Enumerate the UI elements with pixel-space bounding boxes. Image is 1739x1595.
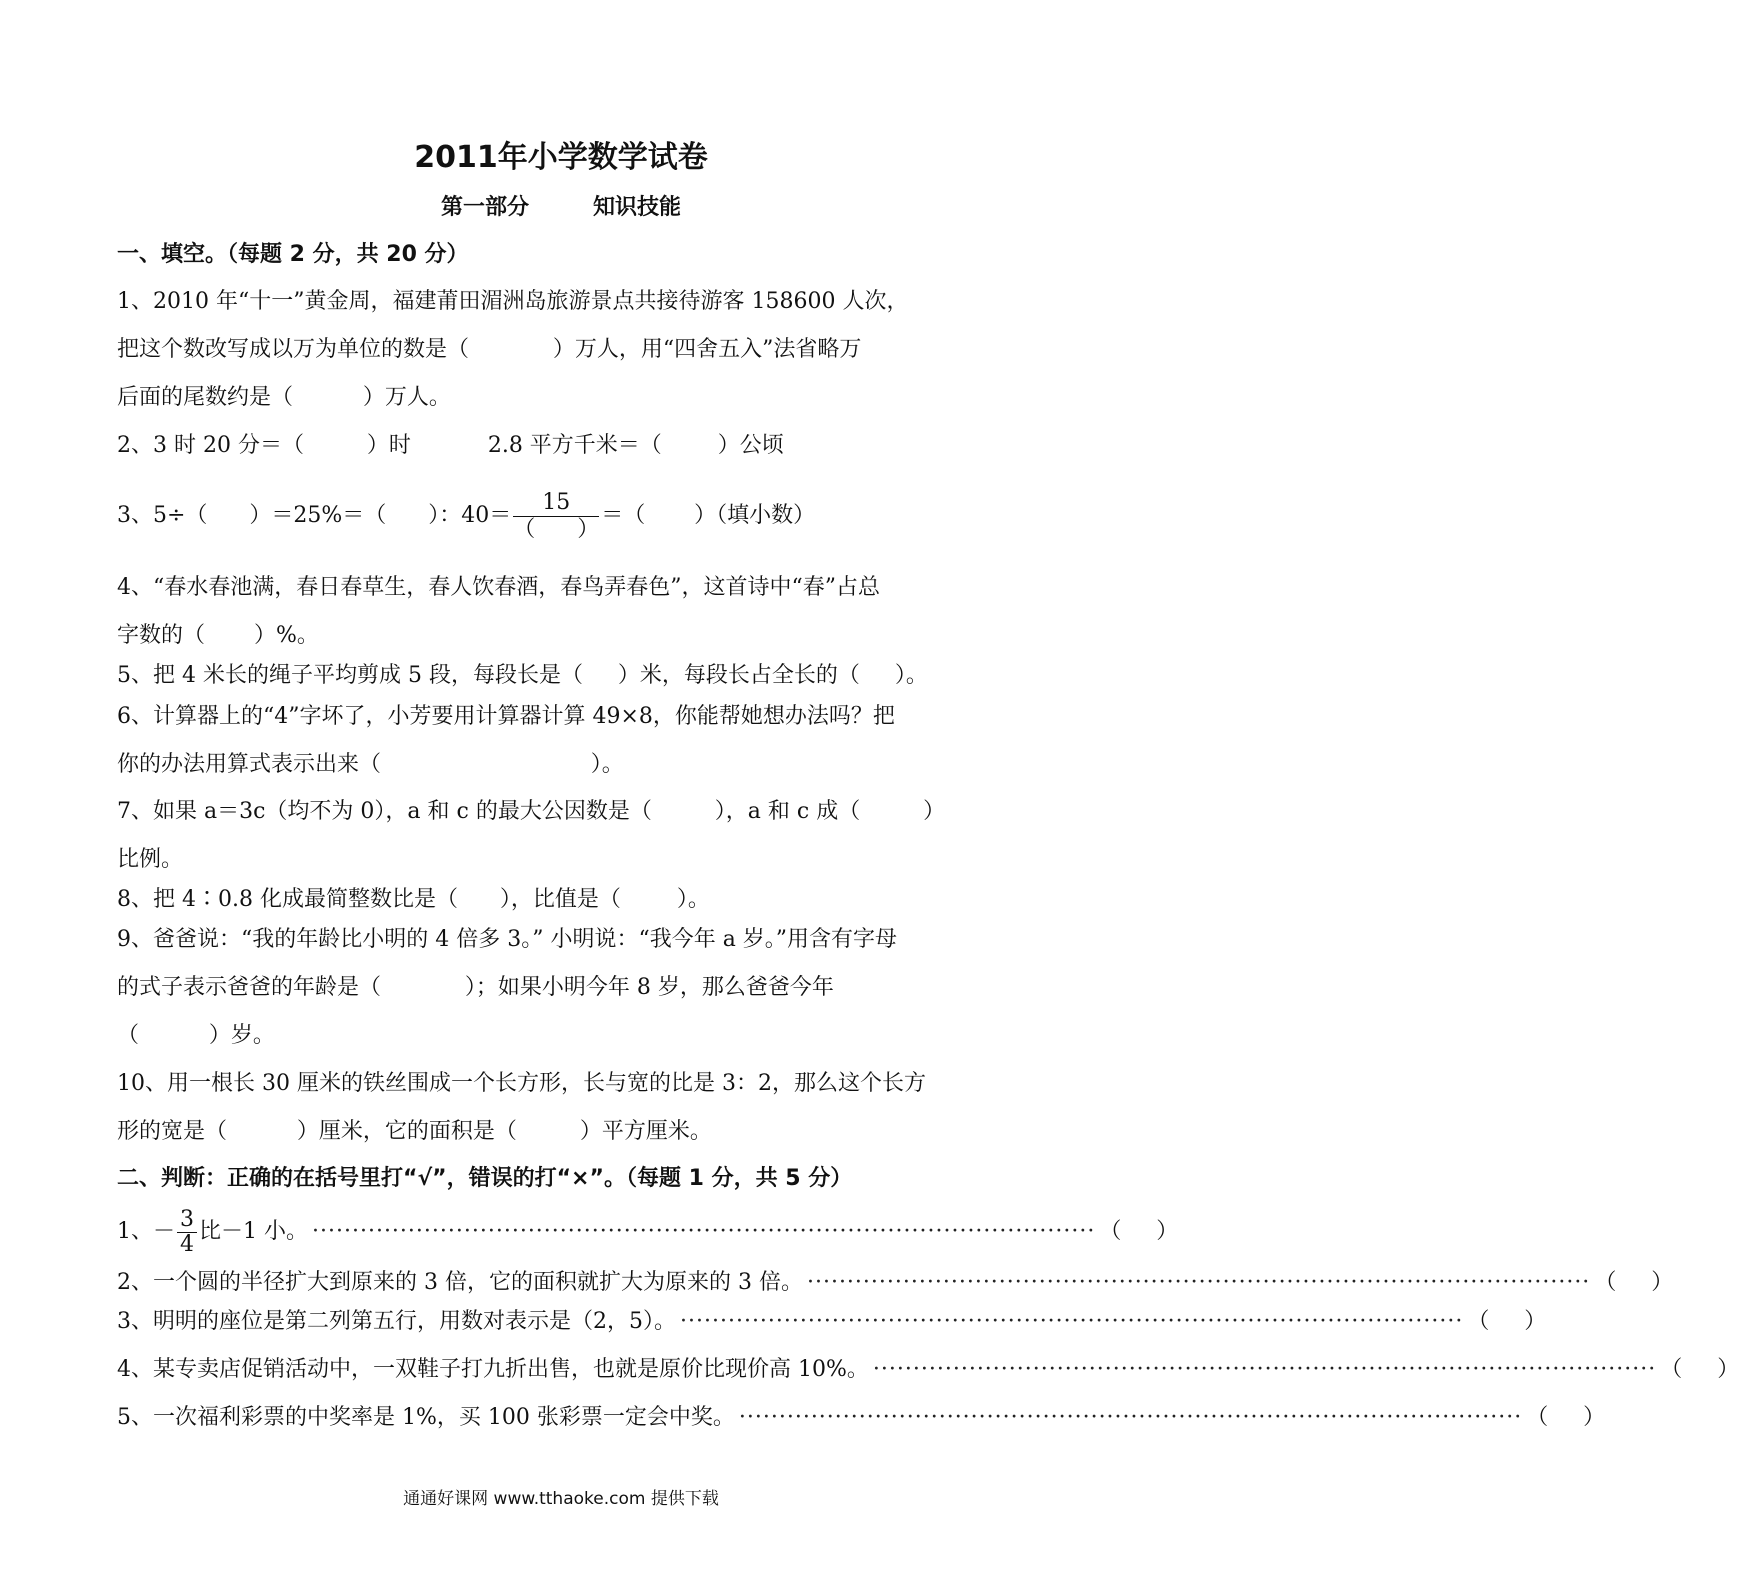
answer-paren: （ ）	[1099, 1219, 1179, 1244]
judge-1-post: 比－1 小。	[199, 1219, 308, 1244]
judge-5-text: 5、一次福利彩票的中奖率是 1%，买 100 张彩票一定会中奖。	[117, 1405, 735, 1430]
q4-line-1: 4、“春水春池满，春日春草生，春人饮春酒，春鸟弄春色”，这首诗中“春”占总	[117, 575, 880, 600]
part-name: 知识技能	[593, 195, 682, 220]
section-2-heading: 二、判断：正确的在括号里打“√”，错误的打“×”。（每题 1 分，共 5 分）	[117, 1166, 853, 1191]
q2: 2、3 时 20 分＝（ ）时 2.8 平方千米＝（ ）公顷	[117, 433, 784, 458]
leader-dots: ··································································································	[312, 1219, 1096, 1244]
leader-dots: ··································································································	[680, 1309, 1464, 1334]
q3-post: ＝（ ）（填小数）	[601, 503, 816, 528]
leader-dots: ··································································································	[872, 1357, 1657, 1382]
judge-1-pre: 1、－	[117, 1219, 175, 1244]
section-1-heading: 一、填空。（每题 2 分，共 20 分）	[117, 242, 469, 267]
footer-source-link[interactable]: 通通好课网 www.tthaoke.com 提供下载	[403, 1489, 719, 1509]
q3	[117, 488, 815, 544]
answer-paren: （ ）	[1594, 1270, 1674, 1295]
q9-line-2: 的式子表示爸爸的年龄是（ ）；如果小明今年 8 岁，那么爸爸今年	[117, 975, 834, 1000]
judge-item-2	[117, 1268, 1674, 1298]
answer-paren: （ ）	[1660, 1357, 1739, 1382]
q5: 5、把 4 米长的绳子平均剪成 5 段，每段长是（ ）米，每段长占全长的（ ）。	[117, 663, 928, 688]
q10-line-2: 形的宽是（ ）厘米，它的面积是（ ）平方厘米。	[117, 1119, 712, 1144]
q1-line-1: 1、2010 年“十一”黄金周，福建莆田湄洲岛旅游景点共接待游客 158600 人次，	[117, 289, 909, 314]
q7-line-2: 比例。	[117, 847, 184, 872]
page-title: 2011年小学数学试卷	[414, 140, 708, 175]
q9-line-3: （ ）岁。	[117, 1023, 275, 1048]
q6-line-2: 你的办法用算式表示出来（ ）。	[117, 752, 624, 777]
judge-2-text: 2、一个圆的半径扩大到原来的 3 倍，它的面积就扩大为原来的 3 倍。	[117, 1270, 803, 1295]
q7-line-1: 7、如果 a＝3c（均不为 0），a 和 c 的最大公因数是（ ），a 和 c 成（ ）	[117, 799, 946, 824]
answer-paren: （ ）	[1526, 1405, 1606, 1430]
leader-dots: ··································································································	[806, 1270, 1591, 1295]
judge-1-numerator: 3	[177, 1208, 197, 1233]
q4-line-2: 字数的（ ）%。	[117, 623, 319, 648]
part-heading	[0, 190, 1122, 221]
q3-fraction-denominator: （ ）	[513, 516, 600, 542]
judge-item-1	[117, 1206, 1179, 1258]
judge-4-text: 4、某专卖店促销活动中，一双鞋子打九折出售，也就是原价比现价高 10%。	[117, 1357, 869, 1382]
judge-1-denominator: 4	[180, 1231, 194, 1257]
judge-item-4	[117, 1355, 1739, 1385]
judge-1-fraction	[177, 1208, 197, 1257]
q10-line-1: 10、用一根长 30 厘米的铁丝围成一个长方形，长与宽的比是 3：2，那么这个长方	[117, 1071, 926, 1096]
q8: 8、把 4∶0.8 化成最简整数比是（ ），比值是（ ）。	[117, 887, 710, 912]
q3-pre: 3、5÷（ ）＝25%＝（ ）：40＝	[117, 503, 512, 528]
leader-dots: ··································································································	[738, 1405, 1523, 1430]
q3-fraction	[513, 490, 599, 543]
judge-item-5	[117, 1403, 1606, 1433]
q6-line-1: 6、计算器上的“4”字坏了，小芳要用计算器计算 49×8，你能帮她想办法吗？把	[117, 704, 895, 729]
q1-line-2: 把这个数改写成以万为单位的数是（ ）万人，用“四舍五入”法省略万	[117, 337, 862, 362]
judge-3-text: 3、明明的座位是第二列第五行，用数对表示是（2，5）。	[117, 1309, 676, 1334]
q3-fraction-numerator: 15	[513, 490, 599, 517]
judge-item-3	[117, 1307, 1547, 1337]
part-number: 第一部分	[440, 195, 529, 220]
answer-paren: （ ）	[1467, 1309, 1547, 1334]
q1-line-3: 后面的尾数约是（ ）万人。	[117, 385, 451, 410]
q9-line-1: 9、爸爸说：“我的年龄比小明的 4 倍多 3。” 小明说：“我今年 a 岁。”用含有字母	[117, 927, 898, 952]
